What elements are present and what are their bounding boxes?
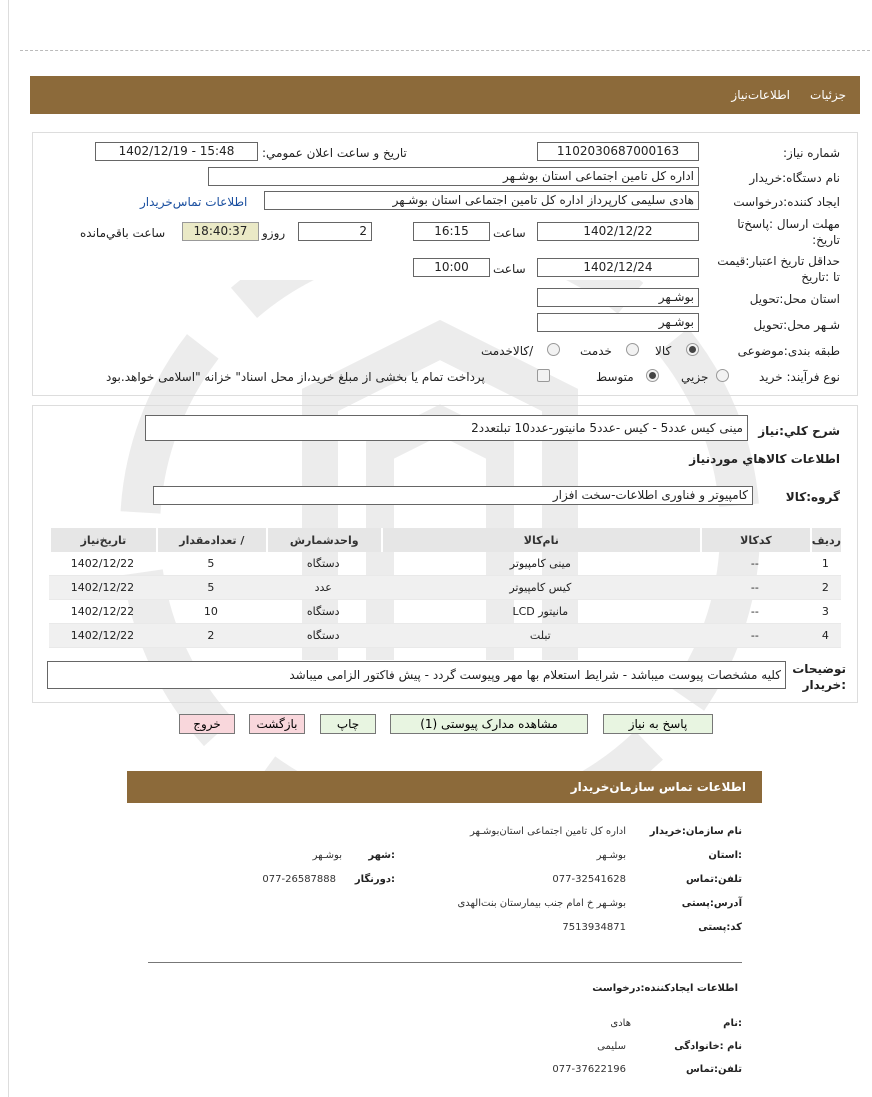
col-code: کدکالا — [700, 528, 810, 552]
cell-qty: 5 — [156, 552, 266, 576]
need-number-label: شماره نیاز: — [783, 146, 840, 160]
col-name: نام‌کالا — [381, 528, 700, 552]
cell-name: مینی کامپیوتر — [381, 552, 700, 576]
deadline-label: مهلت ارسال :پاسخ‌تا — [737, 217, 840, 231]
process-radio-medium[interactable] — [646, 369, 659, 382]
category-option-service: خدمت — [580, 344, 612, 358]
cell-qty: 5 — [156, 576, 266, 600]
requester-phone-value: 077-37622196 — [552, 1064, 626, 1075]
cell-unit: عدد — [266, 576, 381, 600]
cell-qty: 2 — [156, 624, 266, 648]
contact-divider — [148, 962, 742, 963]
days-field: 2 — [298, 222, 372, 241]
last-name-label: نام :خانوادگی — [674, 1041, 742, 1052]
cell-unit: دستگاه — [266, 552, 381, 576]
col-qty: / تعدادمقدار — [156, 528, 266, 552]
col-date: تاریخ‌نیاز — [49, 528, 156, 552]
need-number-field: 1102030687000163 — [537, 142, 699, 161]
cell-code: -- — [700, 600, 810, 624]
requester-phone-label: تلفن:تماس — [685, 1064, 742, 1075]
province-contact-label: :استان — [708, 850, 742, 861]
general-desc-label: شرح کلي:نیاز — [758, 424, 840, 438]
cell-code: -- — [700, 576, 810, 600]
province-contact-value: بوشـهر — [596, 850, 626, 861]
city-label: شـهر محل:تحویل — [753, 318, 840, 332]
address-value: بوشـهر خ امام جنب بیمارستان بنت‌الهدی — [457, 898, 626, 909]
province-field: بوشـهر — [537, 288, 699, 307]
deadline-time-field: 16:15 — [413, 222, 490, 241]
deadline-label-2: تاریخ: — [812, 233, 840, 247]
category-option-both: /کالاخدمت — [481, 344, 534, 358]
table-header-row — [49, 528, 841, 552]
buyer-contact-link[interactable]: اطلاعات تماس‌خریدار — [140, 195, 248, 209]
back-button[interactable]: بازگشت — [249, 714, 305, 734]
category-radio-service[interactable] — [626, 343, 639, 356]
col-unit: واحدشمارش — [266, 528, 381, 552]
org-name-value: اداره کل تامین اجتماعی استان‌بوشـهر — [469, 826, 626, 837]
table-row — [49, 624, 841, 648]
category-label: طبقه بندی:موضوعی — [737, 344, 840, 358]
buyer-notes-field: کلیه مشخصات پیوست میباشد - شرایط استعلام بها مهر وپیوست گردد - پیش فاکتور الزامی میباشد — [47, 661, 786, 689]
attachments-button[interactable]: مشاهده مدارک پیوستی (1) — [390, 714, 588, 734]
top-divider — [20, 50, 870, 51]
fax-value: 077-26587888 — [262, 874, 336, 885]
tab-need-info[interactable]: اطلاعات‌نیاز — [731, 88, 790, 102]
table-row — [49, 552, 841, 576]
cell-row: 1 — [810, 552, 841, 576]
goods-table-wrap — [49, 528, 841, 648]
first-name-label: :نام — [723, 1018, 742, 1029]
table-row — [49, 600, 841, 624]
process-radio-minor[interactable] — [716, 369, 729, 382]
deadline-date-field: 1402/12/22 — [537, 222, 699, 241]
process-option-minor: جزیي — [681, 370, 709, 384]
province-label: استان محل:تحویل — [749, 292, 840, 306]
category-radio-goods[interactable] — [686, 343, 699, 356]
last-name-value: سلیمی — [597, 1041, 626, 1052]
city-contact-value: بوشـهر — [312, 850, 342, 861]
remaining-time: 18:40:37 — [182, 222, 259, 241]
buyer-notes-label-2: :خریدار — [802, 678, 846, 692]
announce-label: تاریخ و ساعت اعلان عمومي: — [262, 146, 407, 160]
cell-code: -- — [700, 552, 810, 576]
announce-field: 1402/12/19 - 15:48 — [95, 142, 258, 161]
postal-label: کد:پستی — [698, 922, 742, 933]
general-desc-field: مینی کیس عدد5 - کیس -عدد5 مانیتور-عدد10 تبلتعدد2 — [145, 415, 748, 441]
fax-label: :دورنگار — [354, 874, 395, 885]
cell-row: 2 — [810, 576, 841, 600]
group-field: کامپیوتر و فناوری اطلاعات-سخت افزار — [153, 486, 753, 505]
contact-header — [127, 771, 762, 803]
header-bar — [30, 76, 860, 114]
goods-info-title: اطلاعات کالاهاي موردنیاز — [689, 452, 840, 466]
process-option-medium: متوسط — [596, 370, 634, 384]
validity-date-field: 1402/12/24 — [537, 258, 699, 277]
cell-date: 1402/12/22 — [49, 600, 156, 624]
postal-value: 7513934871 — [562, 922, 626, 933]
cell-date: 1402/12/22 — [49, 552, 156, 576]
cell-row: 3 — [810, 600, 841, 624]
cell-qty: 10 — [156, 600, 266, 624]
exit-button[interactable]: خروج — [179, 714, 235, 734]
creator-field: هادی سلیمی کارپرداز اداره کل تامین اجتماعی استان بوشـهر — [264, 191, 699, 210]
requester-title: اطلاعات ایجادکننده:درخواست — [592, 983, 738, 994]
table-row — [49, 576, 841, 600]
cell-code: -- — [700, 624, 810, 648]
cell-name: کیس کامپیوتر — [381, 576, 700, 600]
cell-row: 4 — [810, 624, 841, 648]
phone-label: تلفن:تماس — [685, 874, 742, 885]
cell-date: 1402/12/22 — [49, 624, 156, 648]
page-left-border — [8, 0, 9, 1097]
city-contact-label: :شهر — [368, 850, 395, 861]
cell-name: مانیتور LCD — [381, 600, 700, 624]
reply-button[interactable]: پاسخ به نیاز — [603, 714, 713, 734]
address-label: آدرس:پستی — [681, 898, 742, 909]
city-field: بوشـهر — [537, 313, 699, 332]
col-row: ردیف — [810, 528, 841, 552]
treasury-note: پرداخت تمام یا بخشی از مبلغ خرید،از محل اسناد" خزانه "اسلامی خواهد.بود — [106, 370, 485, 384]
process-label: نوع فرآیند: خرید — [759, 370, 840, 384]
days-label: روزو — [262, 226, 286, 240]
creator-label: ایجاد کننده:درخواست — [733, 195, 840, 209]
org-name-label: نام سازمان:خریدار — [649, 826, 742, 837]
buyer-org-label: نام دستگاه:خریدار — [749, 171, 840, 185]
treasury-checkbox[interactable] — [537, 369, 550, 382]
category-option-goods: کالا — [655, 344, 672, 358]
validity-time-field: 10:00 — [413, 258, 490, 277]
validity-time-label: ساعت — [493, 262, 526, 276]
tab-details[interactable]: جزئیات — [810, 88, 846, 102]
buyer-org-field: اداره کل تامین اجتماعی استان بوشـهر — [208, 167, 699, 186]
buyer-notes-label: توضیحات — [792, 662, 846, 676]
group-label: گروه:کالا — [785, 490, 840, 504]
deadline-time-label: ساعت — [493, 226, 526, 240]
cell-unit: دستگاه — [266, 624, 381, 648]
validity-label: حداقل تاریخ اعتبار:قیمت — [717, 254, 840, 268]
remaining-label: ساعت باقي‌مانده — [80, 226, 166, 240]
first-name-value: هادی — [610, 1018, 631, 1029]
print-button[interactable]: چاپ — [320, 714, 376, 734]
category-radio-both[interactable] — [547, 343, 560, 356]
cell-date: 1402/12/22 — [49, 576, 156, 600]
validity-label-2: تا :تاریخ — [801, 270, 840, 284]
cell-name: تبلت — [381, 624, 700, 648]
goods-table — [49, 528, 841, 648]
phone-value: 077-32541628 — [552, 874, 626, 885]
contact-title: اطلاعات تماس سازمان‌خریدار — [570, 780, 746, 794]
cell-unit: دستگاه — [266, 600, 381, 624]
